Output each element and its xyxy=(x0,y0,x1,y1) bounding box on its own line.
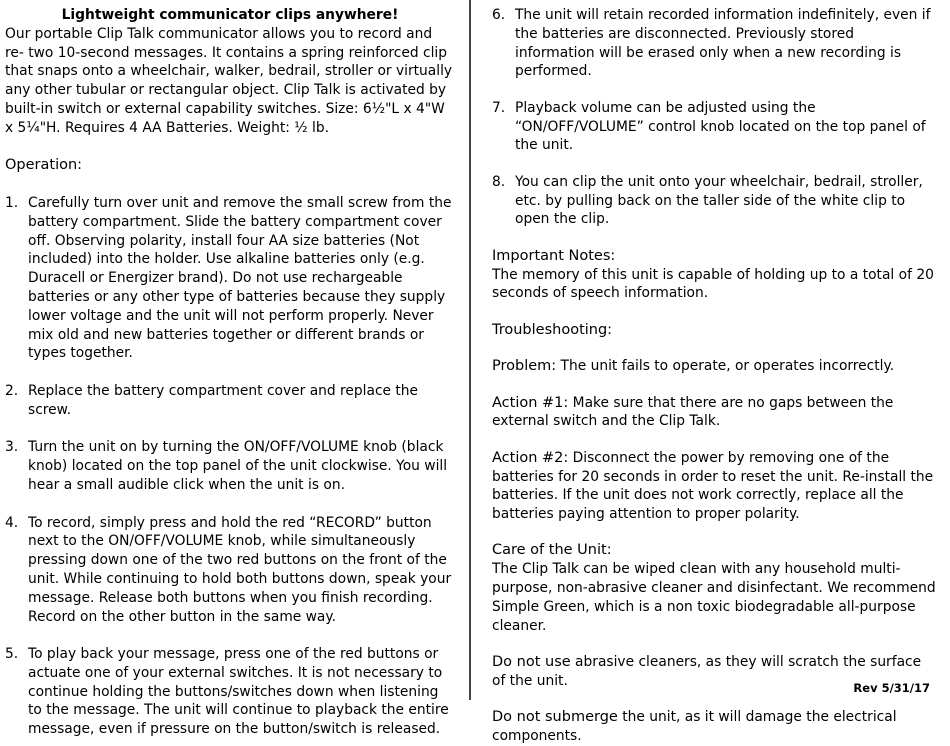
action-2-paragraph xyxy=(492,449,937,524)
step-text: To record, simply press and hold the red “RECORD” button next to the ON/OFF/VOLUME knob, while simultaneously pressing down one of the two red buttons on the front of the unit. While continuing to hold both buttons down, speak your message. Release both buttons when you finish recording. Record on the other button in the same way. xyxy=(28,514,452,625)
problem-paragraph xyxy=(492,357,937,376)
step-8 xyxy=(492,173,937,229)
step-5 xyxy=(5,645,455,739)
action-1-text: Make sure that there are no gaps between the external switch and the Clip Talk. xyxy=(492,394,894,430)
intro-paragraph: Our portable Clip Talk communicator allows you to record and re- two 10-second messages. It contains a spring reinforced clip that snaps onto a wheelchair, walker, bedrail, stroller or virtually any other tubular or rectangular object. Clip Talk is activated by built-in switch or external capability switches. Size: 6½"L x 4"W x 5¼"H. Requires 4 AA Batteries. Weight: ½ lb. xyxy=(5,25,453,136)
action-2-label: Action #2: xyxy=(492,449,569,466)
step-2 xyxy=(5,382,455,420)
left-column xyxy=(5,6,455,739)
step-6 xyxy=(492,6,937,81)
step-text: The unit will retain recorded information indefinitely, even if the batteries are disconnected. Previously stored information will be erased only when a new recording is performed. xyxy=(515,7,931,80)
do-not-use-text: abrasive cleaners, as they will scratch the surface of the unit. xyxy=(492,654,922,689)
step-number: 1. xyxy=(5,194,19,211)
right-column xyxy=(492,6,937,746)
step-number: 8. xyxy=(492,173,506,190)
do-not-submerge-text: the unit, as it will damage the electrical components. xyxy=(492,709,897,745)
operation-heading: Operation: xyxy=(5,157,83,174)
do-not-use-label: Do not use xyxy=(492,654,571,671)
step-text: Playback volume can be adjusted using the “ON/OFF/VOLUME” control knob located on the top panel of the unit. xyxy=(515,99,926,154)
step-text: Carefully turn over unit and remove the small screw from the battery compartment. Slide the battery compartment cover off. Observing polarity, install four AA size batteries (Not included) into the holder. Use alkaline batteries only (e.g. Duracell or Energizer brand). Do not use rechargeable batteries or any other type of batteries because they supply lower voltage and the unit will not perform properly. Never mix old and new batteries together or different brands or types together. xyxy=(28,194,452,362)
do-not-submerge-label: Do not submerge xyxy=(492,709,618,726)
do-not-submerge-paragraph xyxy=(492,708,937,746)
step-3 xyxy=(5,438,455,494)
step-number: 5. xyxy=(5,646,19,663)
important-notes-text: The memory of this unit is capable of holding up to a total of 20 seconds of speech information. xyxy=(492,266,934,302)
revision-label: Rev 5/31/17 xyxy=(853,681,930,695)
action-2-text: Disconnect the power by removing one of the batteries for 20 seconds in order to reset the unit. Re-install the batteries. If the unit does not work correctly, replace all the batteries paying attention to proper polarity. xyxy=(492,449,934,523)
step-text: Replace the battery compartment cover and replace the screw. xyxy=(28,382,419,418)
action-1-paragraph xyxy=(492,394,937,432)
step-text: You can clip the unit onto your wheelchair, bedrail, stroller, etc. by pulling back on the taller side of the white clip to open the clip. xyxy=(515,173,923,228)
care-text: The Clip Talk can be wiped clean with any household multi-purpose, non-abrasive cleaner and disinfectant. We recommend Simple Green, which is a non toxic biodegradable all-purpose cleaner. xyxy=(492,561,936,634)
step-number: 6. xyxy=(492,7,506,23)
step-4 xyxy=(5,514,455,627)
operation-steps-continued xyxy=(492,6,937,229)
important-notes-heading: Important Notes: xyxy=(492,247,616,264)
troubleshooting-heading: Troubleshooting: xyxy=(492,321,613,338)
action-1-label: Action #1: xyxy=(492,394,569,411)
column-divider xyxy=(469,0,471,700)
operation-steps xyxy=(5,194,455,739)
problem-text: The unit fails to operate, or operates incorrectly. xyxy=(556,358,895,375)
care-heading: Care of the Unit: xyxy=(492,542,612,559)
step-number: 4. xyxy=(5,514,19,531)
page-title: Lightweight communicator clips anywhere! xyxy=(61,7,399,23)
step-text: Turn the unit on by turning the ON/OFF/VOLUME knob (black knob) located on the top panel of the unit clockwise. You will hear a small audible click when the unit is on. xyxy=(28,439,448,493)
step-text: To play back your message, press one of the red buttons or actuate one of your external switches. It is not necessary to continue holding the buttons/switches down when listening to the message. The unit will continue to playback the entire message, even if pressure on the button/switch is released. xyxy=(28,646,449,738)
step-7 xyxy=(492,99,937,155)
problem-label: Problem: xyxy=(492,358,557,375)
step-number: 7. xyxy=(492,99,506,116)
step-1 xyxy=(5,194,455,363)
step-number: 2. xyxy=(5,382,19,399)
step-number: 3. xyxy=(5,439,19,456)
